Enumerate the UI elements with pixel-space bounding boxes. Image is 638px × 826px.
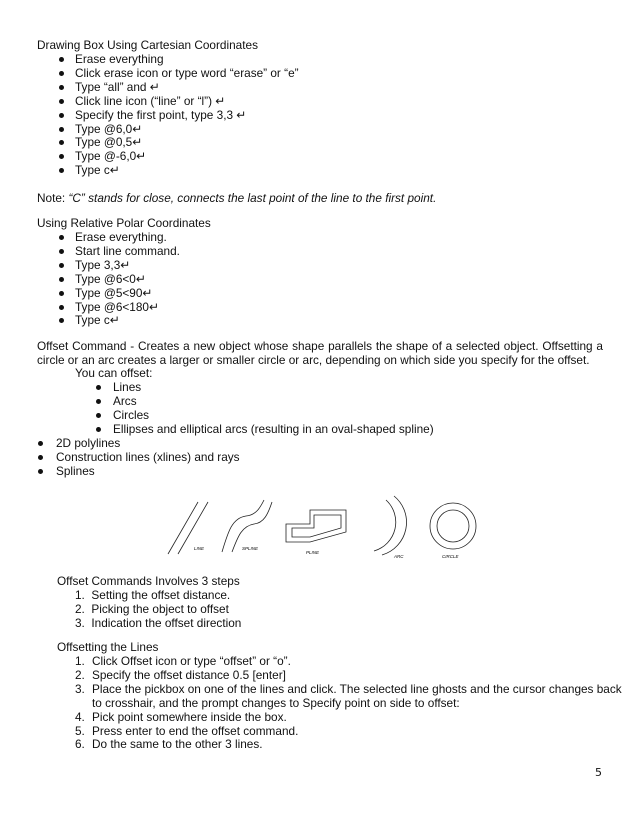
bullet-dot bbox=[59, 235, 64, 240]
step-number: 2. bbox=[75, 667, 85, 682]
offset-step: 3. Indication the offset direction bbox=[75, 615, 242, 630]
steps-heading: Offset Commands Involves 3 steps bbox=[57, 574, 240, 588]
offset-type-item: Circles bbox=[113, 407, 150, 422]
polar-step: Type 3,3↵ bbox=[75, 257, 131, 272]
bullet-dot bbox=[59, 57, 64, 62]
spline-offset-example bbox=[222, 500, 272, 552]
you-can-offset: You can offset: bbox=[75, 366, 153, 380]
bullet-dot bbox=[59, 85, 64, 90]
bullet-dot bbox=[59, 113, 64, 118]
section-heading-polar: Using Relative Polar Coordinates bbox=[37, 216, 211, 230]
section-heading-cartesian: Drawing Box Using Cartesian Coordinates bbox=[37, 38, 258, 52]
offsetting-step: Do the same to the other 3 lines. bbox=[92, 737, 263, 752]
cartesian-step: Erase everything bbox=[75, 52, 164, 66]
offsetting-lines-heading: Offsetting the Lines bbox=[57, 640, 159, 654]
polar-step: Erase everything. bbox=[75, 230, 167, 244]
note-label: Note: bbox=[37, 191, 69, 205]
bullet-dot bbox=[96, 399, 101, 404]
arc-offset-example bbox=[374, 496, 407, 555]
offset-type-item: Construction lines (xlines) and rays bbox=[56, 449, 240, 464]
cartesian-step: Type @6,0↵ bbox=[75, 121, 143, 136]
offsetting-step: Pick point somewhere inside the box. bbox=[92, 709, 287, 724]
offset-step: 2. Picking the object to offset bbox=[75, 601, 229, 616]
offset-type-item: 2D polylines bbox=[56, 436, 121, 450]
bullet-dot bbox=[38, 469, 43, 474]
offset-type-item: Splines bbox=[56, 463, 95, 478]
figure-label-spline: SPLINE bbox=[242, 546, 259, 551]
step-number: 5. bbox=[75, 723, 85, 738]
bullet-dot bbox=[59, 71, 64, 76]
figure-label-pline: PLINE bbox=[306, 550, 320, 555]
polar-step: Start line command. bbox=[75, 243, 180, 258]
polar-step: Type c↵ bbox=[75, 313, 120, 328]
bullet-dot bbox=[96, 427, 101, 432]
bullet-dot bbox=[38, 455, 43, 460]
figure-label-line: LINE bbox=[194, 546, 205, 551]
bullet-dot bbox=[59, 249, 64, 254]
cartesian-step: Specify the first point, type 3,3 ↵ bbox=[75, 107, 247, 122]
bullet-dot bbox=[59, 318, 64, 323]
bullet-dot bbox=[59, 263, 64, 268]
bullet-dot bbox=[59, 168, 64, 173]
offset-paragraph: Offset Command - Creates a new object whose shape parallels the shape of a selected object. Offsetting a circle or an arc creates a larger or smaller circle or arc, depending on which side you specify for the offset. bbox=[37, 339, 603, 367]
cartesian-step: Click line icon (“line” or “l”) ↵ bbox=[75, 93, 226, 108]
bullet-dot bbox=[59, 154, 64, 159]
step-number: 6. bbox=[75, 737, 85, 752]
circle-offset-example bbox=[430, 503, 476, 549]
polar-step: Type @6<180↵ bbox=[75, 299, 159, 314]
figure-label-arc: ARC bbox=[394, 554, 404, 559]
polar-step: Type @6<0↵ bbox=[75, 271, 146, 286]
offsetting-step: to crosshair, and the prompt changes to Specify point on side to offset: bbox=[92, 695, 460, 710]
offset-step: 1. Setting the offset distance. bbox=[75, 588, 231, 602]
cartesian-step: Type “all” and ↵ bbox=[75, 79, 160, 94]
bullet-dot bbox=[59, 291, 64, 296]
bullet-dot bbox=[59, 305, 64, 310]
offsetting-step: Click Offset icon or type “offset” or “o”. bbox=[92, 654, 291, 668]
note bbox=[37, 191, 436, 205]
cartesian-step: Type @-6,0↵ bbox=[75, 149, 147, 164]
figure-label-circle: CIRCLE bbox=[442, 554, 459, 559]
offsetting-step: Specify the offset distance 0.5 [enter] bbox=[92, 667, 286, 682]
step-number: 3. bbox=[75, 681, 85, 696]
pline-offset-example bbox=[286, 510, 346, 542]
page-number: 5 bbox=[595, 766, 602, 779]
offset-type-item: Ellipses and elliptical arcs (resulting in an oval-shaped spline) bbox=[113, 421, 434, 436]
note-text: “C” stands for close, connects the last point of the line to the first point. bbox=[68, 191, 437, 205]
offsetting-step: Press enter to end the offset command. bbox=[92, 723, 299, 738]
offset-type-item: Arcs bbox=[113, 393, 137, 408]
step-number: 4. bbox=[75, 709, 85, 724]
offsetting-step: Place the pickbox on one of the lines and click. The selected line ghosts and the cursor changes back bbox=[92, 681, 622, 696]
bullet-dot bbox=[59, 140, 64, 145]
cartesian-step: Type c↵ bbox=[75, 163, 120, 178]
offset-type-item: Lines bbox=[113, 380, 142, 394]
step-number: 1. bbox=[75, 654, 85, 668]
cartesian-step: Type @0,5↵ bbox=[75, 135, 143, 150]
polar-step: Type @5<90↵ bbox=[75, 285, 153, 300]
bullet-dot bbox=[59, 99, 64, 104]
bullet-dot bbox=[59, 127, 64, 132]
bullet-dot bbox=[96, 385, 101, 390]
bullet-dot bbox=[59, 277, 64, 282]
bullet-dot bbox=[38, 441, 43, 446]
bullet-dot bbox=[96, 413, 101, 418]
cartesian-step: Click erase icon or type word “erase” or “e” bbox=[75, 65, 299, 80]
offset-examples-figure bbox=[160, 488, 490, 568]
